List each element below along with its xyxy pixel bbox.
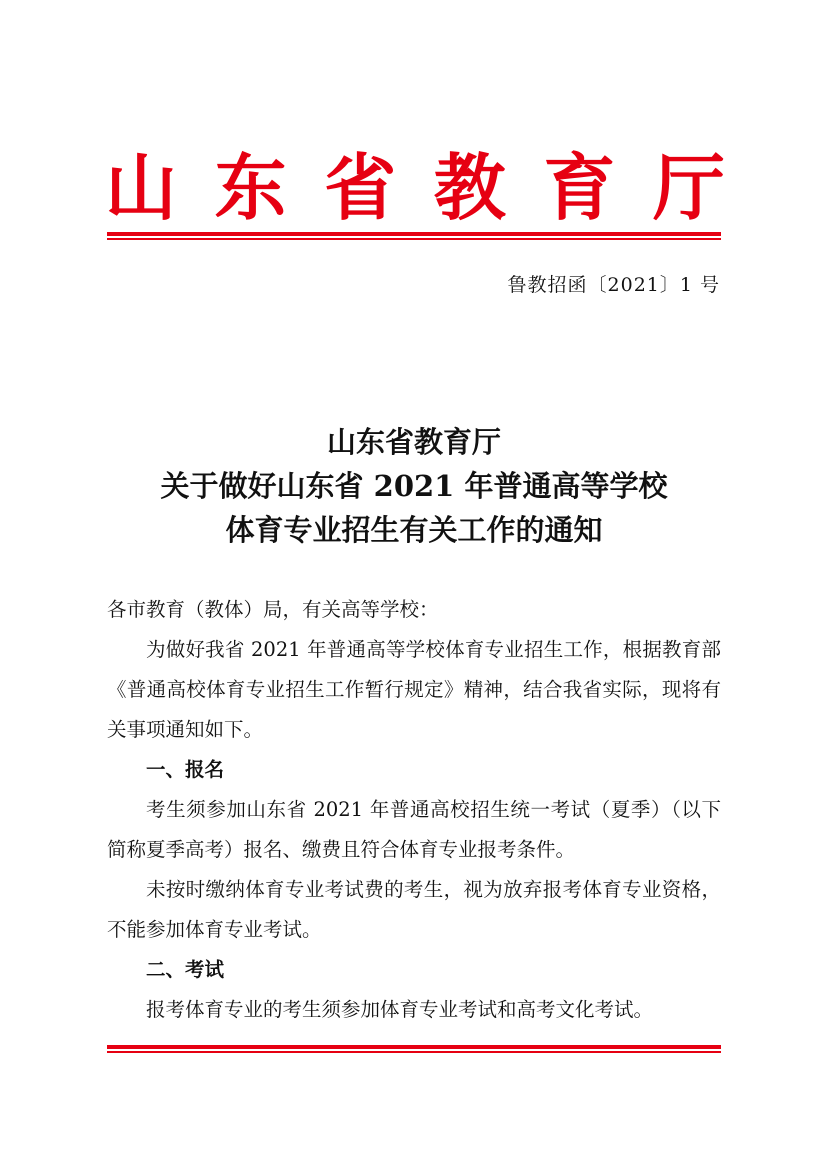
document-number: 鲁教招函〔2021〕1 号	[507, 274, 720, 296]
red-rule-thin	[107, 238, 721, 240]
masthead-char: 厅	[652, 146, 725, 230]
document-body	[107, 590, 721, 1030]
footer-red-rule	[107, 1045, 721, 1053]
document-title	[107, 420, 721, 552]
masthead-issuer	[105, 148, 725, 228]
masthead-char: 山	[105, 146, 178, 230]
section-heading: 二、考试	[146, 958, 225, 981]
masthead-char: 东	[214, 146, 287, 230]
masthead-char: 省	[324, 146, 397, 230]
salutation: 各市教育（教体）局，有关高等学校：	[107, 598, 439, 621]
intro-paragraph: 为做好我省 2021 年普通高等学校体育专业招生工作，根据教育部《普通高校体育专业招生工作暂行规定》精神，结合我省实际，现将有关事项通知如下。	[107, 638, 721, 741]
masthead-red-rule	[107, 232, 721, 240]
title-line: 山东省教育厅	[326, 425, 501, 459]
title-line: 关于做好山东省 2021 年普通高等学校	[160, 469, 668, 503]
body-paragraph: 未按时缴纳体育专业考试费的考生，视为放弃报考体育专业资格，不能参加体育专业考试。	[107, 878, 721, 941]
title-line: 体育专业招生有关工作的通知	[225, 513, 603, 547]
section-heading: 一、报名	[146, 758, 225, 781]
body-paragraph: 报考体育专业的考生须参加体育专业考试和高考文化考试。	[146, 998, 654, 1021]
masthead-char: 育	[543, 146, 616, 230]
body-paragraph: 考生须参加山东省 2021 年普通高校招生统一考试（夏季）（以下简称夏季高考）报名、缴费且符合体育专业报考条件。	[107, 798, 721, 861]
masthead-char: 教	[433, 146, 506, 230]
red-rule-thin	[107, 1051, 721, 1053]
